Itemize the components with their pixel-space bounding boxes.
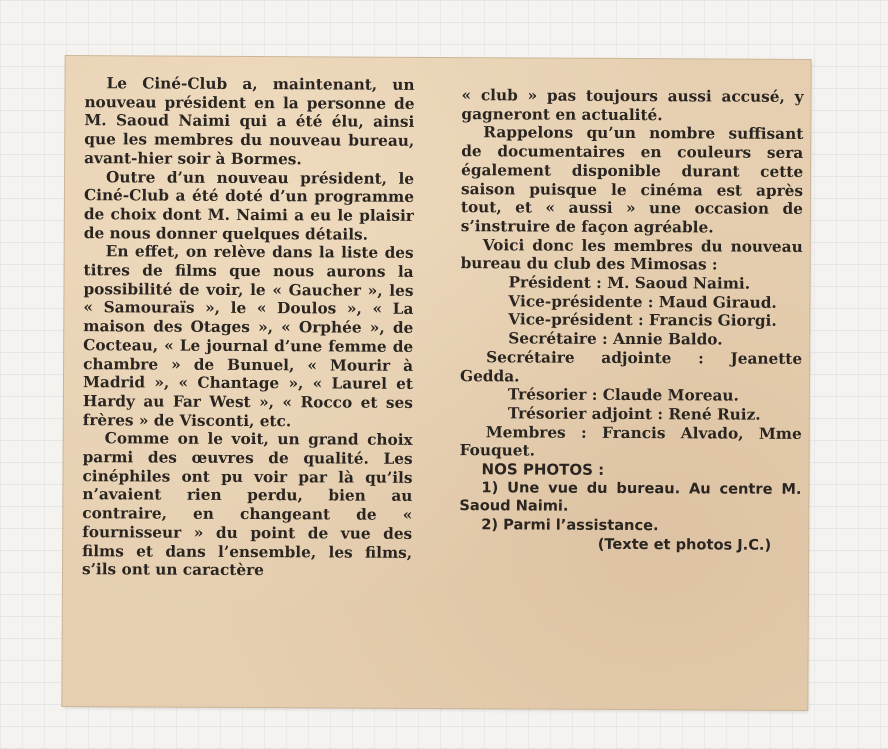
officer-line: Secrétaire : Annie Baldo. [508, 329, 723, 349]
article-paragraph: En effet, on relève dans la liste des titres de films que nous aurons la possibilité de voir, le « Gaucher », les « Samouraïs », le « Doulos », « La maison des Otages », « Orphée », de Cocteau, « Le journal d’une femme de chambre » de Bunuel, « Mourir à Madrid », « Chantage », « Laurel et Hardy au Far West », « Rocco et ses frères » de Visconti, etc. [82, 242, 414, 430]
article-continuation: « club » pas toujours aussi accusé, y gagneront en actualité. [461, 86, 804, 124]
officers-list [460, 273, 803, 462]
officer-line: Vice-président : Francis Giorgi. [508, 310, 777, 331]
article-paragraph: Le Ciné-Club a, maintenant, un nouveau président en la personne de M. Saoud Naimi qui a été élu, ainsi que les membres du nouveau bureau, avant-hier soir à Bormes. [84, 74, 415, 169]
article-paragraph: Rappelons qu’un nombre suffisant de documentaires en couleurs sera également disponible durant cette saison puisque le cinéma est après tout, et « aussi » une occasion de s’instruire de façon agréable. [460, 123, 804, 237]
officer-line: Trésorier adjoint : René Ruiz. [507, 404, 761, 424]
right-column [459, 86, 803, 555]
officer-line: Vice-présidente : Maud Giraud. [508, 292, 777, 312]
officer-line: Président : M. Saoud Naimi. [508, 273, 751, 293]
article-paragraph: Comme on le voit, un grand choix parmi des œuvres de qualité. Les cinéphiles ont pu voir par là qu’ils n’avaient rien perdu, bien au contraire, en changeant de « fournisseur » du point de vue des films et dans l’ensemble, les films, s’ils ont un caractère [81, 429, 413, 580]
article-paragraph: Voici donc les membres du nouveau bureau du club des Mimosas : [460, 235, 803, 274]
credit-line: (Texte et photos J.C.) [597, 535, 772, 554]
photo-caption: 1) Une vue du bureau. Au centre M. Saoud Naimi. [459, 479, 802, 516]
photo-caption: 2) Parmi l’assistance. [481, 516, 659, 535]
officer-line: Trésorier : Claude Moreau. [507, 385, 739, 405]
newspaper-clipping [62, 56, 810, 710]
left-column [82, 74, 415, 581]
officer-line: Membres : Francis Alvado, Mme Fouquet. [459, 422, 802, 460]
article-paragraph: Outre d’un nouveau président, le Ciné-Club a été doté d’un programme de choix dont M. Naimi a eu le plaisir de nous donner quelques détails. [83, 167, 415, 244]
officer-line: Secrétaire adjointe : Jeanette Gedda. [459, 348, 803, 385]
photos-heading: NOS PHOTOS : [481, 460, 605, 479]
